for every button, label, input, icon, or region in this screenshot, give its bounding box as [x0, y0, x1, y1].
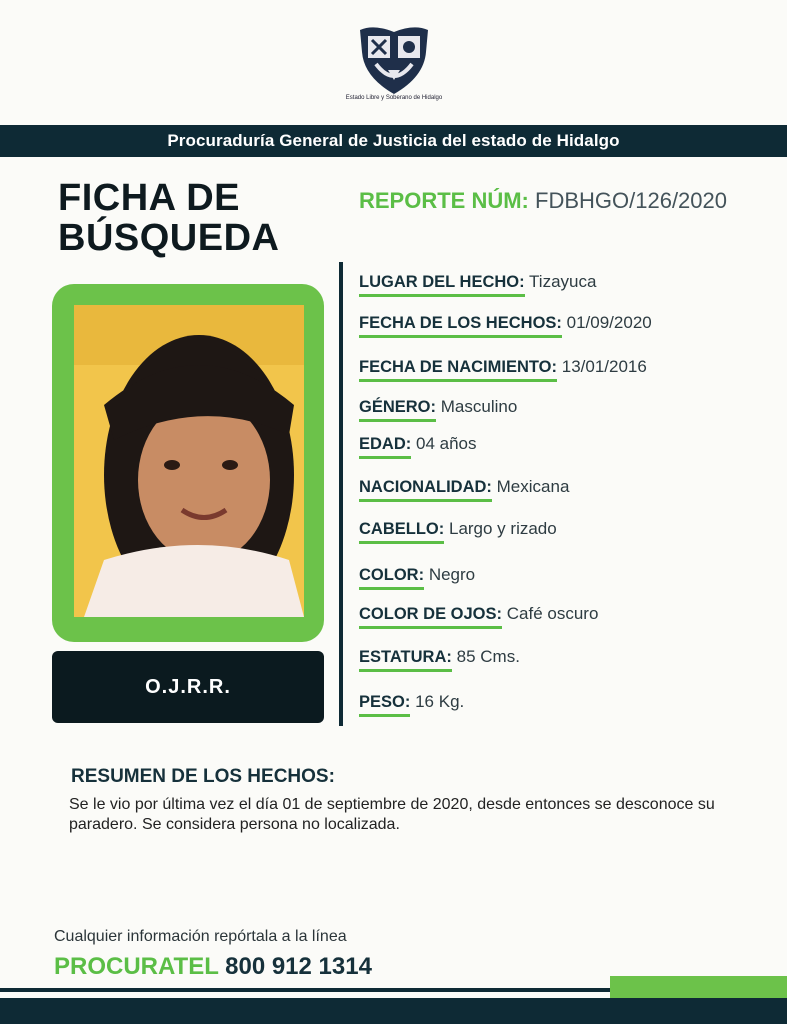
- field-label: GÉNERO:: [359, 398, 436, 420]
- person-initials: O.J.R.R.: [145, 675, 231, 698]
- page-title: [58, 178, 279, 258]
- field-cabello: [359, 519, 557, 542]
- missing-person-photo: [74, 305, 304, 617]
- hotline-brand: PROCURATEL: [54, 953, 219, 980]
- footer-accent-bar: [610, 976, 787, 998]
- field-value: 85 Cms.: [456, 647, 520, 666]
- field-lugar: [359, 272, 596, 295]
- field-label: CABELLO:: [359, 520, 444, 542]
- field-value: Mexicana: [496, 477, 570, 496]
- summary-body: Se le vio por última vez el día 01 de septiembre de 2020, desde entonces se desconoce su paradero. Se considera persona no localizada.: [69, 796, 715, 833]
- field-value: 04 años: [415, 434, 477, 453]
- field-label: EDAD:: [359, 435, 411, 457]
- hotline-number: 800 912 1314: [225, 953, 372, 980]
- footer-bar: [0, 998, 787, 1024]
- person-name-box: [52, 651, 324, 723]
- hotline: [54, 953, 372, 981]
- field-edad: [359, 434, 476, 457]
- vertical-divider: [339, 262, 343, 726]
- field-genero: [359, 397, 517, 420]
- header-banner: [0, 125, 787, 157]
- field-color-ojos: [359, 604, 598, 627]
- field-fecha-nacimiento: [359, 357, 647, 380]
- field-value: Largo y rizado: [448, 519, 557, 538]
- title-line-1: FICHA DE: [58, 177, 241, 219]
- field-value: 13/01/2016: [561, 357, 647, 376]
- field-value: Tizayuca: [529, 272, 597, 291]
- field-peso: [359, 692, 464, 715]
- footer-note: Cualquier información repórtala a la línea: [54, 928, 347, 945]
- report-value: FDBHGO/126/2020: [535, 188, 727, 213]
- field-label: ESTATURA:: [359, 648, 452, 670]
- field-label: FECHA DE NACIMIENTO:: [359, 358, 557, 380]
- summary-heading: RESUMEN DE LOS HECHOS:: [71, 766, 335, 787]
- banner-title: Procuraduría General de Justicia del estado de Hidalgo: [167, 131, 620, 150]
- footer-line: [0, 988, 610, 992]
- field-value: Café oscuro: [506, 604, 599, 623]
- field-label: FECHA DE LOS HECHOS:: [359, 314, 562, 336]
- field-value: Masculino: [440, 397, 518, 416]
- field-label: NACIONALIDAD:: [359, 478, 492, 500]
- report-number: [359, 188, 727, 214]
- field-label: PESO:: [359, 693, 410, 715]
- field-nacionalidad: [359, 477, 569, 500]
- field-fecha-hechos: [359, 313, 652, 336]
- field-value: 16 Kg.: [415, 692, 465, 711]
- field-color: [359, 565, 475, 588]
- field-value: 01/09/2020: [566, 313, 652, 332]
- seal-caption: Estado Libre y Soberano de Hidalgo: [345, 95, 443, 101]
- title-line-2: BÚSQUEDA: [58, 217, 280, 259]
- field-estatura: [359, 647, 520, 670]
- report-label: REPORTE NÚM:: [359, 188, 529, 213]
- field-label: COLOR DE OJOS:: [359, 605, 502, 627]
- field-label: LUGAR DEL HECHO:: [359, 273, 525, 295]
- field-label: COLOR:: [359, 566, 424, 588]
- field-value: Negro: [428, 565, 476, 584]
